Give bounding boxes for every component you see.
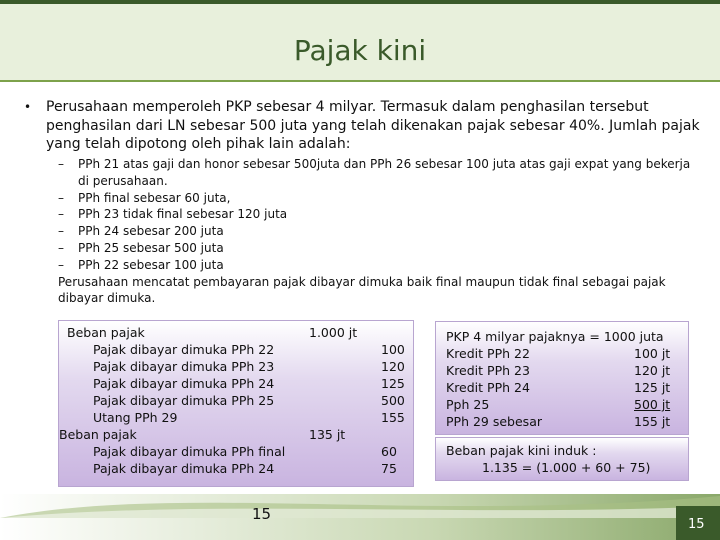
journal-label: Pajak dibayar dimuka PPh 25 bbox=[93, 393, 275, 408]
beban-line: Beban pajak kini induk : bbox=[446, 443, 597, 458]
pkp-value: 100 jt bbox=[634, 346, 671, 361]
pkp-label: Kredit PPh 23 bbox=[446, 363, 530, 378]
main-paragraph bbox=[24, 98, 704, 154]
pkp-label: Kredit PPh 22 bbox=[446, 346, 530, 361]
journal-credit: 125 bbox=[381, 376, 405, 391]
sub-item-text: PPh 24 sebesar 200 juta bbox=[78, 224, 224, 239]
main-paragraph-text: Perusahaan memperoleh PKP sebesar 4 milyar. Termasuk dalam penghasilan tersebut penghasilan dari LN sebesar 500 juta yang telah dikenakan pajak sebesar 40%. Jumlah pajak yang telah dipotong oleh pihak lain adalah: bbox=[46, 99, 700, 152]
pkp-value: 500 jt bbox=[634, 397, 671, 412]
journal-credit: 60 bbox=[381, 444, 397, 459]
note-text: Perusahaan mencatat pembayaran pajak dibayar dimuka baik final maupun tidak final sebagai pajak dibayar dimuka. bbox=[58, 274, 666, 306]
dash-icon: – bbox=[58, 240, 64, 255]
beban-line: 1.135 = (1.000 + 60 + 75) bbox=[482, 460, 651, 475]
corner-page-number: 15 bbox=[688, 517, 705, 532]
dash-icon: – bbox=[58, 190, 64, 205]
pkp-label: PKP 4 milyar pajaknya = 1000 juta bbox=[446, 329, 664, 344]
sub-list-item bbox=[58, 206, 698, 223]
pkp-label: Pph 25 bbox=[446, 397, 490, 412]
sub-list bbox=[58, 156, 698, 307]
journal-label: Pajak dibayar dimuka PPh 24 bbox=[93, 461, 275, 476]
journal-label: Pajak dibayar dimuka PPh 23 bbox=[93, 359, 275, 374]
journal-credit: 100 bbox=[381, 342, 405, 357]
journal-label: Utang PPh 29 bbox=[93, 410, 178, 425]
journal-debit: 1.000 jt bbox=[309, 325, 358, 340]
journal-credit: 155 bbox=[381, 410, 405, 425]
dash-icon: – bbox=[58, 257, 64, 272]
sub-item-text: PPh final sebesar 60 juta, bbox=[78, 190, 231, 205]
bullet-icon: • bbox=[24, 100, 32, 114]
journal-credit: 500 bbox=[381, 393, 405, 408]
sub-list-item bbox=[58, 257, 698, 274]
journal-credit: 120 bbox=[381, 359, 405, 374]
pkp-summary-box bbox=[435, 321, 689, 435]
sub-item-text: PPh 21 atas gaji dan honor sebesar 500juta dan PPh 26 sebesar 100 juta atas gaji expat yang bekerja di perusahaan. bbox=[78, 157, 691, 188]
sub-item-text: PPh 25 sebesar 500 juta bbox=[78, 240, 224, 255]
dash-icon: – bbox=[58, 207, 64, 222]
sub-item-text: PPh 22 sebesar 100 juta bbox=[78, 257, 224, 272]
pkp-value: 125 jt bbox=[634, 380, 671, 395]
pkp-label: PPh 29 sebesar bbox=[446, 414, 542, 429]
journal-box bbox=[58, 320, 414, 487]
sub-list-item bbox=[58, 240, 698, 257]
sub-list-item bbox=[58, 156, 698, 190]
journal-label: Pajak dibayar dimuka PPh 22 bbox=[93, 342, 275, 357]
sub-item-text: PPh 23 tidak final sebesar 120 juta bbox=[78, 207, 288, 222]
journal-label: Pajak dibayar dimuka PPh final bbox=[93, 444, 286, 459]
sub-list-item bbox=[58, 223, 698, 240]
page-number: 15 bbox=[252, 505, 272, 523]
pkp-label: Kredit PPh 24 bbox=[446, 380, 530, 395]
dash-icon: – bbox=[58, 157, 64, 171]
journal-label: Beban pajak bbox=[59, 427, 137, 442]
journal-label: Pajak dibayar dimuka PPh 24 bbox=[93, 376, 275, 391]
pkp-value: 155 jt bbox=[634, 414, 671, 429]
journal-debit: 135 jt bbox=[309, 427, 346, 442]
beban-pajak-box bbox=[435, 437, 689, 481]
bottom-wave bbox=[0, 488, 720, 518]
pkp-value: 120 jt bbox=[634, 363, 671, 378]
journal-credit: 75 bbox=[381, 461, 397, 476]
journal-label: Beban pajak bbox=[67, 325, 145, 340]
sub-list-item bbox=[58, 190, 698, 207]
dash-icon: – bbox=[58, 224, 64, 239]
slide-title: Pajak kini bbox=[293, 34, 427, 67]
